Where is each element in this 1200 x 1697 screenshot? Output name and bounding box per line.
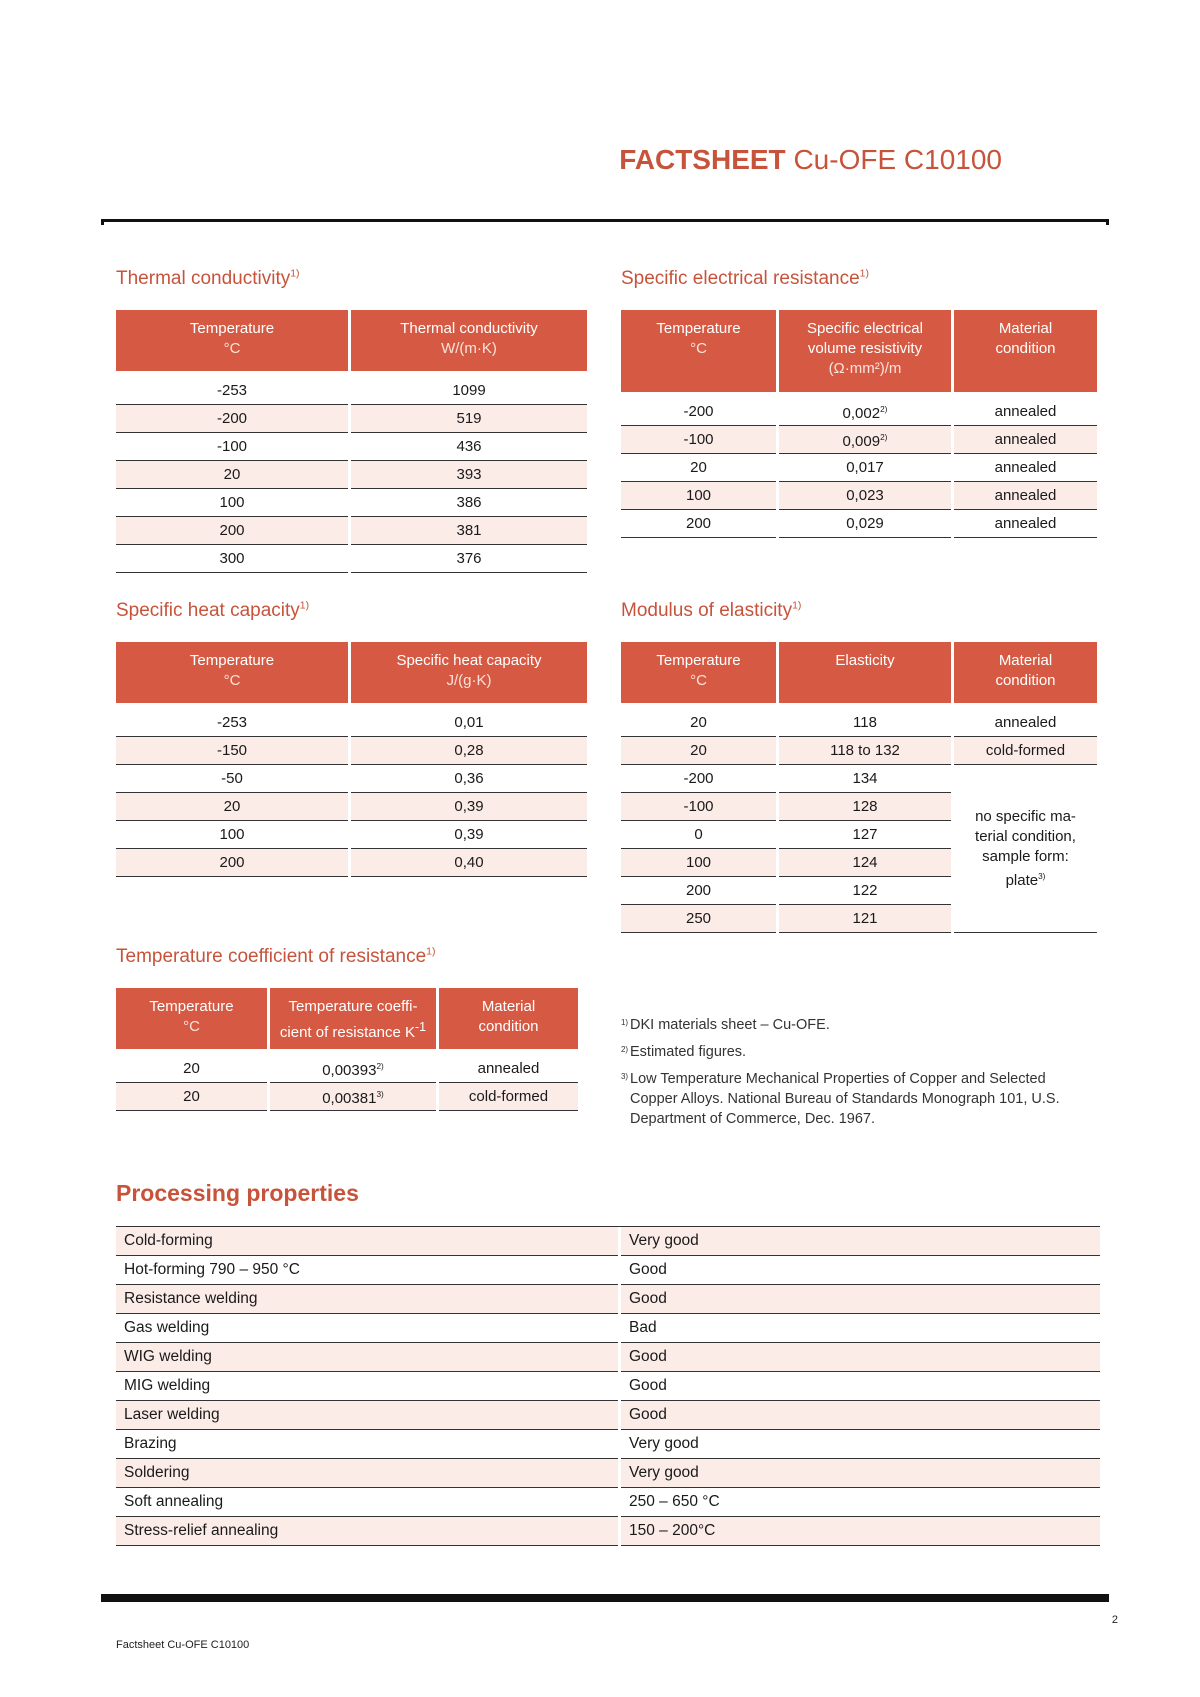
rating-cell: Bad: [621, 1314, 1100, 1343]
condition-cell: annealed: [954, 482, 1097, 510]
table-row: [116, 545, 587, 573]
value-cell: 0,39: [351, 793, 587, 821]
value-cell: 386: [351, 489, 587, 517]
electrical-resistance-title: Specific electrical resistance$^{1)}$: [621, 268, 869, 289]
footer-text: Factsheet Cu-OFE C10100: [116, 1639, 250, 1651]
property-cell: Laser welding: [116, 1401, 618, 1430]
condition-cell: cold-formed: [954, 737, 1097, 765]
condition-cell: annealed: [954, 426, 1097, 454]
table-row: [621, 426, 1097, 454]
value-cell: 118: [779, 703, 951, 737]
value-cell: 122: [779, 877, 951, 905]
property-cell: Hot-forming 790 – 950 °C: [116, 1256, 618, 1285]
temperature-cell: 20: [116, 1083, 267, 1111]
col-temperature: Temperature °C: [116, 642, 348, 703]
value-cell: 519: [351, 405, 587, 433]
temperature-cell: 100: [621, 482, 776, 510]
temperature-cell: 100: [116, 821, 348, 849]
table-row: [116, 793, 587, 821]
value-cell: 436: [351, 433, 587, 461]
table-row: [621, 737, 1097, 765]
value-cell: 134: [779, 765, 951, 793]
table-row: [116, 1343, 1100, 1372]
col-heat-capacity: Specific heat capacity J/(g·K): [351, 642, 587, 703]
table-row: [621, 510, 1097, 538]
rating-cell: 150 – 200°C: [621, 1517, 1100, 1546]
rating-cell: Good: [621, 1401, 1100, 1430]
value-cell: 118 to 132: [779, 737, 951, 765]
table-row: [116, 703, 587, 737]
value-cell: 121: [779, 905, 951, 933]
page-title: [619, 144, 1002, 176]
temperature-cell: 20: [621, 703, 776, 737]
footnote: 3) Low Temperature Mechanical Properties of Copper and Selected Copper Alloys. National Bureau of Standards Monograph 101, U.S. Department of Commerce, Dec. 1967.: [621, 1071, 1060, 1127]
temperature-cell: -200: [116, 405, 348, 433]
col-temperature: Temperature °C: [621, 642, 776, 703]
value-cell: 0,029: [779, 510, 951, 538]
heat-capacity-table: [113, 642, 590, 877]
property-cell: Brazing: [116, 1430, 618, 1459]
col-material-condition: Material condition: [954, 642, 1097, 703]
electrical-resistance-table: [618, 310, 1100, 538]
value-cell: 0,36: [351, 765, 587, 793]
thermal-conductivity-title: Thermal conductivity$^{1)}$: [116, 268, 300, 289]
table-row: [116, 1227, 1100, 1256]
top-rule: [101, 219, 1109, 222]
table-row: [621, 392, 1097, 426]
footnote: 2) Estimated figures.: [621, 1044, 747, 1060]
value-cell: 0,00381$^{3)}$: [270, 1083, 436, 1111]
temperature-cell: 250: [621, 905, 776, 933]
col-thermal-conductivity: Thermal conductivity W/(m·K): [351, 310, 587, 371]
condition-cell: annealed: [954, 510, 1097, 538]
temperature-cell: -253: [116, 371, 348, 405]
title-bold: FACTSHEET: [619, 144, 786, 175]
table-row: [116, 1049, 578, 1083]
page-number: 2: [1111, 1614, 1118, 1626]
bottom-rule: [101, 1594, 1109, 1602]
table-row: [621, 482, 1097, 510]
table-row: [116, 1430, 1100, 1459]
processing-title: Processing properties: [116, 1180, 359, 1206]
temperature-cell: -100: [621, 426, 776, 454]
value-cell: 393: [351, 461, 587, 489]
temperature-cell: -50: [116, 765, 348, 793]
table-row: [116, 1083, 578, 1111]
temperature-cell: 300: [116, 545, 348, 573]
table-row: [116, 1517, 1100, 1546]
merged-condition-cell: no specific ma- terial condition, sample form: plate$^{3)}$: [954, 765, 1097, 933]
table-row: [621, 454, 1097, 482]
condition-cell: annealed: [439, 1049, 578, 1083]
value-cell: 0,40: [351, 849, 587, 877]
rating-cell: Good: [621, 1343, 1100, 1372]
property-cell: Soft annealing: [116, 1488, 618, 1517]
col-temperature: Temperature °C: [621, 310, 776, 392]
temperature-cell: -150: [116, 737, 348, 765]
value-cell: 127: [779, 821, 951, 849]
value-cell: 0,28: [351, 737, 587, 765]
temperature-cell: 20: [116, 1049, 267, 1083]
temperature-cell: 100: [116, 489, 348, 517]
footnotes: [621, 1015, 1081, 1145]
condition-cell: annealed: [954, 392, 1097, 426]
temperature-cell: 20: [621, 737, 776, 765]
temperature-cell: 200: [116, 517, 348, 545]
rating-cell: Good: [621, 1285, 1100, 1314]
value-cell: 0,002$^{2)}$: [779, 392, 951, 426]
table-row: [116, 849, 587, 877]
table-row: [116, 1256, 1100, 1285]
condition-cell: cold-formed: [439, 1083, 578, 1111]
table-row: [621, 703, 1097, 737]
temperature-cell: 200: [621, 877, 776, 905]
temperature-cell: -100: [621, 793, 776, 821]
value-cell: 0,39: [351, 821, 587, 849]
value-cell: 124: [779, 849, 951, 877]
table-row: [116, 821, 587, 849]
property-cell: Cold-forming: [116, 1227, 618, 1256]
rating-cell: Very good: [621, 1430, 1100, 1459]
table-row: [116, 1488, 1100, 1517]
table-row: [621, 765, 1097, 793]
property-cell: Resistance welding: [116, 1285, 618, 1314]
condition-cell: annealed: [954, 703, 1097, 737]
table-row: [116, 1459, 1100, 1488]
temperature-cell: -253: [116, 703, 348, 737]
col-temperature: Temperature °C: [116, 310, 348, 371]
thermal-conductivity-table: [113, 310, 590, 573]
table-row: [116, 737, 587, 765]
table-row: [116, 1401, 1100, 1430]
table-row: [116, 371, 587, 405]
col-material-condition: Material condition: [954, 310, 1097, 392]
value-cell: 376: [351, 545, 587, 573]
rating-cell: Very good: [621, 1227, 1100, 1256]
temperature-cell: 100: [621, 849, 776, 877]
table-row: [116, 405, 587, 433]
table-row: [116, 1314, 1100, 1343]
elasticity-title: Modulus of elasticity$^{1)}$: [621, 600, 802, 621]
value-cell: 1099: [351, 371, 587, 405]
value-cell: 0,009$^{2)}$: [779, 426, 951, 454]
temperature-cell: 0: [621, 821, 776, 849]
value-cell: 381: [351, 517, 587, 545]
table-row: [116, 1372, 1100, 1401]
temperature-cell: 20: [116, 793, 348, 821]
elasticity-table: [618, 642, 1100, 933]
temperature-cell: 20: [116, 461, 348, 489]
col-material-condition: Material condition: [439, 988, 578, 1049]
property-cell: Stress-relief annealing: [116, 1517, 618, 1546]
value-cell: 0,00393$^{2)}$: [270, 1049, 436, 1083]
value-cell: 128: [779, 793, 951, 821]
temperature-cell: 20: [621, 454, 776, 482]
footnote: 1) DKI materials sheet – Cu-OFE.: [621, 1017, 830, 1033]
processing-table: [116, 1226, 1100, 1546]
rating-cell: Good: [621, 1372, 1100, 1401]
temperature-cell: 200: [116, 849, 348, 877]
col-elasticity: Elasticity: [779, 642, 951, 703]
table-row: [116, 765, 587, 793]
table-row: [116, 517, 587, 545]
table-row: [116, 461, 587, 489]
property-cell: Soldering: [116, 1459, 618, 1488]
property-cell: WIG welding: [116, 1343, 618, 1372]
temp-coefficient-table: [113, 988, 581, 1111]
temperature-cell: -200: [621, 392, 776, 426]
rating-cell: 250 – 650 °C: [621, 1488, 1100, 1517]
temperature-cell: -100: [116, 433, 348, 461]
table-row: [116, 489, 587, 517]
temperature-cell: 200: [621, 510, 776, 538]
col-temperature: Temperature °C: [116, 988, 267, 1049]
value-cell: 0,017: [779, 454, 951, 482]
rating-cell: Very good: [621, 1459, 1100, 1488]
value-cell: 0,023: [779, 482, 951, 510]
temp-coefficient-title: Temperature coefficient of resistance$^{1)}$: [116, 946, 436, 967]
heat-capacity-title: Specific heat capacity$^{1)}$: [116, 600, 310, 621]
table-row: [116, 433, 587, 461]
value-cell: 0,01: [351, 703, 587, 737]
col-resistivity: Specific electrical volume resistivity (Ω·mm²)/m: [779, 310, 951, 392]
table-row: [116, 1285, 1100, 1314]
col-temp-coefficient: Temperature coeffi- cient of resistance $K^{-1}$: [270, 988, 436, 1049]
condition-cell: annealed: [954, 454, 1097, 482]
rating-cell: Good: [621, 1256, 1100, 1285]
property-cell: Gas welding: [116, 1314, 618, 1343]
temperature-cell: -200: [621, 765, 776, 793]
property-cell: MIG welding: [116, 1372, 618, 1401]
title-rest: Cu-OFE C10100: [793, 144, 1002, 175]
